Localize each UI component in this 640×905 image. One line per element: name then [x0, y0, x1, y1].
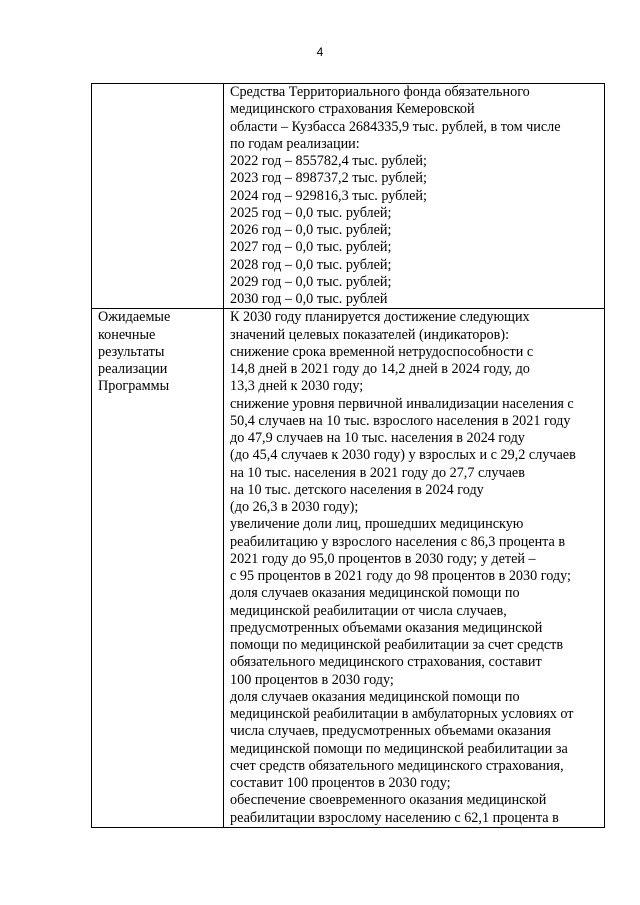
text-line: до 47,9 случаев на 10 тыс. населения в 2024 году [230, 430, 525, 446]
text-line: снижение уровня первичной инвалидизации населения с [230, 395, 574, 412]
text-line: 2029 год – 0,0 тыс. рублей; [230, 273, 392, 290]
text-line: 2028 год – 0,0 тыс. рублей; [230, 256, 392, 273]
text-line: 14,8 дней в 2021 году до 14,2 дней в 2024 году, до [230, 361, 530, 377]
text-line: 50,4 случаев на 10 тыс. взрослого населения в 2021 году [230, 412, 571, 429]
text-line: медицинского страхования Кемеровской [230, 101, 475, 118]
text-line: медицинской помощи по медицинской реабилитации за [230, 740, 568, 757]
text-line: на 10 тыс. детского населения в 2024 году [230, 481, 484, 498]
text-line: снижение срока временной нетрудоспособности с [230, 343, 534, 360]
text-line: счет средств обязательного медицинского страхования, [230, 757, 564, 774]
text-line: увеличение доли лиц, прошедших медицинскую [230, 516, 524, 533]
text-line: обязательного медицинского страхования, составит [230, 654, 542, 671]
label-line: Программы [98, 378, 170, 395]
text-line: реабилитации взрослому населению с 62,1 процента в [230, 809, 559, 826]
text-line: 2026 год – 0,0 тыс. рублей; [230, 222, 392, 238]
text-line: 2027 год – 0,0 тыс. рублей; [230, 239, 392, 256]
text-line: Средства Территориального фонда обязательного [230, 84, 530, 100]
text-line: 100 процентов в 2030 году; [230, 671, 394, 688]
label-line: конечные [98, 326, 156, 343]
label-line: Ожидаемые [98, 309, 171, 326]
text-line: по годам реализации: [230, 135, 360, 152]
text-line: медицинской реабилитации в амбулаторных условиях от [230, 706, 574, 722]
text-line: числа случаев, предусмотренных объемами оказания [230, 723, 551, 740]
text-line: области – Кузбасса 2684335,9 тыс. рублей, в том числе [230, 118, 561, 135]
label-line: результаты [98, 343, 165, 360]
row-label-cell [92, 309, 224, 828]
program-passport-table [91, 83, 605, 828]
text-line: (до 26,3 в 2030 году); [230, 499, 359, 515]
text-line: 2023 год – 898737,2 тыс. рублей; [230, 170, 427, 187]
text-line: на 10 тыс. населения в 2021 году до 27,7 случаев [230, 464, 525, 481]
text-line: 2021 году до 95,0 процентов в 2030 году; у детей – [230, 550, 536, 567]
text-line: доля случаев оказания медицинской помощи по [230, 688, 520, 705]
text-line: помощи по медицинской реабилитации за счет средств [230, 637, 564, 653]
row-content-cell [224, 309, 605, 828]
text-line: с 95 процентов в 2021 году до 98 процентов в 2030 году; [230, 568, 571, 584]
text-line: значений целевых показателей (индикаторов): [230, 326, 510, 343]
text-line: 2025 год – 0,0 тыс. рублей; [230, 204, 392, 221]
row-content-cell [224, 84, 605, 309]
table-row [92, 84, 605, 309]
page-number: 4 [316, 45, 324, 59]
text-line: 2022 год – 855782,4 тыс. рублей; [230, 153, 427, 169]
text-line: (до 45,4 случаев к 2030 году) у взрослых и с 29,2 случаев [230, 447, 576, 464]
text-line: составит 100 процентов в 2030 году; [230, 775, 451, 791]
text-line: реабилитацию у взрослого населения с 86,3 процента в [230, 533, 566, 550]
text-line: К 2030 году планируется достижение следующих [230, 309, 530, 326]
text-line: доля случаев оказания медицинской помощи по [230, 585, 520, 602]
text-line: 13,3 дней к 2030 году; [230, 378, 364, 395]
text-line: 2030 год – 0,0 тыс. рублей [230, 291, 388, 307]
text-line: предусмотренных объемами оказания медицинской [230, 619, 543, 636]
text-line: обеспечение своевременного оказания медицинской [230, 792, 547, 809]
row-label-cell [92, 84, 224, 309]
text-line: 2024 год – 929816,3 тыс. рублей; [230, 187, 427, 204]
text-line: медицинской реабилитации от числа случаев, [230, 602, 507, 619]
label-line: реализации [98, 361, 168, 377]
table-row [92, 309, 605, 828]
